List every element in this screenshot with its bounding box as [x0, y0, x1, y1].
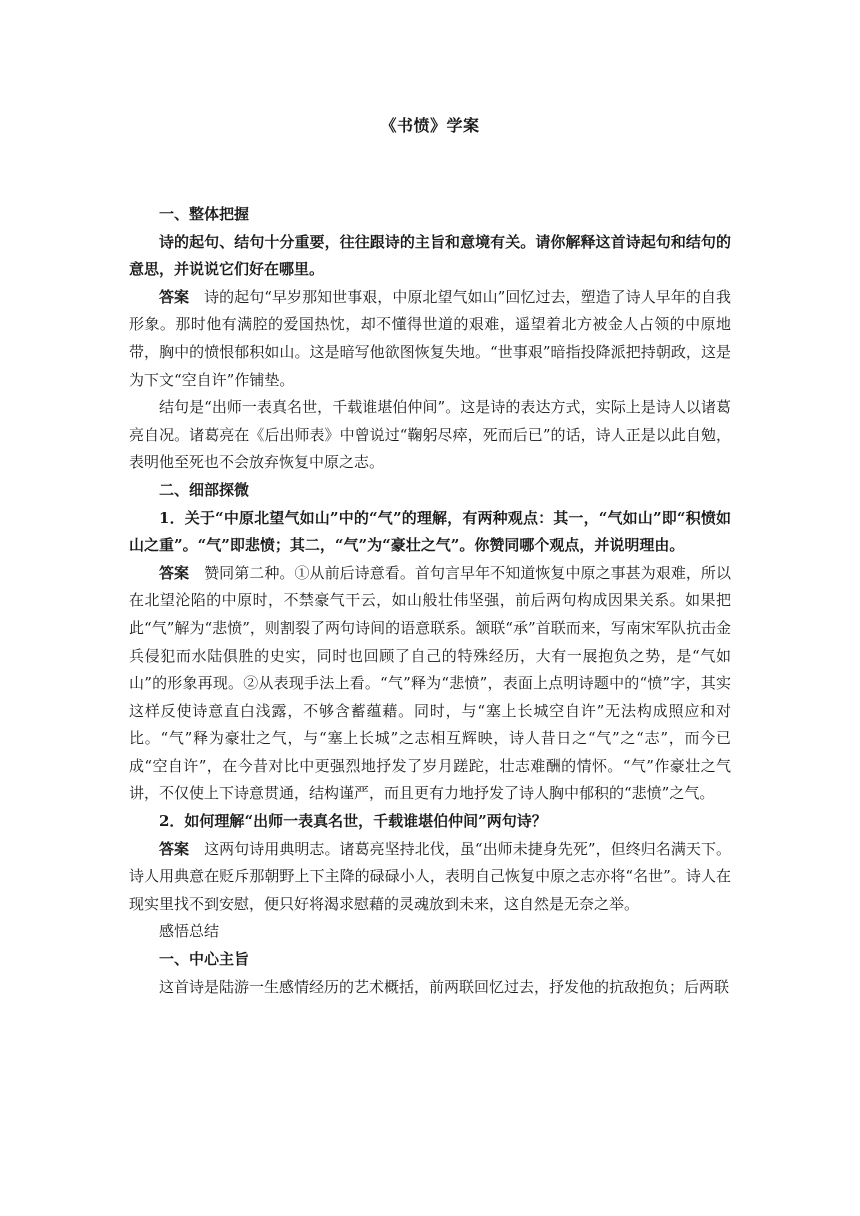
- answer-1: [129, 560, 731, 808]
- answer-label: 答案: [159, 563, 190, 582]
- question-1: 1．关于“中原北望气如山”中的“气”的理解，有两种观点：其一，“气如山”即“积愤如山之重”。“气”即悲愤；其二，“气”为“豪壮之气”。你赞同哪个观点，并说明理由。: [129, 508, 731, 555]
- answer-overall-p2: 结句是“出师一表真名世，千载谁堪伯仲间”。这是诗的表达方式，实际上是诗人以诸葛亮自况。诸葛亮在《后出师表》中曾说过“鞠躬尽瘁，死而后已”的话，诗人正是以此自勉，表明他至死也不会放弃恢复中原之志。: [129, 398, 731, 472]
- answer-label: 答案: [159, 287, 190, 306]
- question-overall: 诗的起句、结句十分重要，往往跟诗的主旨和意境有关。请你解释这首诗起句和结句的意思，并说说它们好在哪里。: [129, 232, 731, 279]
- section-heading-overall: 一、整体把握: [159, 205, 250, 223]
- answer-text: 诗的起句“早岁那知世事艰，中原北望气如山”回忆过去，塑造了诗人早年的自我形象。那时他有满腔的爱国热忱，却不懂得世道的艰难，遥望着北方被金人占领的中原地带，胸中的愤恨郁积如山。这是暗写他欲图恢复失地。“世事艰”暗指投降派把持朝政，这是为下文“空自许”作铺垫。: [129, 287, 731, 389]
- answer-text: 赞同第二种。①从前后诗意看。首句言早年不知道恢复中原之事甚为艰难，所以在北望沦陷的中原时，不禁豪气干云，如山般壮伟坚强，前后两句构成因果关系。如果把此“气”解为“悲愤”，则割裂了两句诗间的语意联系。颔联“承”首联而来，写南宋军队抗击金兵侵犯而水陆俱胜的史实，同时也回顾了自己的特殊经历，大有一展抱负之势，是“气如山”的形象再现。②从表现手法上看。“气”释为“悲愤”，表面上点明诗题中的“愤”字，其实这样反使诗意直白浅露，不够含蓄蕴藉。同时，与“塞上长城空自许”无法构成照应和对比。“气”释为豪壮之气，与“塞上长城”之志相互辉映，诗人昔日之“气”之“志”，而今已成“空自许”，在今昔对比中更强烈地抒发了岁月蹉跎，壮志难酬的情怀。“气”作豪壮之气讲，不仅使上下诗意贯通，结构谨严，而且更有力地抒发了诗人胸中郁积的“悲愤”之气。: [129, 563, 731, 803]
- document-title: 《书愤》学案: [380, 116, 480, 135]
- document-body: [129, 201, 731, 1001]
- summary-heading: 感悟总结: [159, 922, 220, 941]
- answer-overall-p1: [129, 284, 731, 394]
- answer-text: 这两句诗用典明志。诸葛亮坚持北伐，虽“出师未捷身先死”，但终归名满天下。诗人用典意在贬斥那朝野上下主降的碌碌小人，表明自己恢复中原之志亦将“名世”。诗人在现实里找不到安慰，便只好将渴求慰藉的灵魂放到未来，这自然是无奈之举。: [129, 839, 731, 913]
- answer-2: [129, 836, 731, 919]
- summary-subheading: 一、中心主旨: [159, 950, 250, 969]
- summary-text: 这首诗是陆游一生感情经历的艺术概括，前两联回忆过去，抒发他的抗敌抱负；后两联: [159, 977, 730, 996]
- section-heading-detail: 二、细部探微: [159, 480, 250, 499]
- question-2: 2．如何理解“出师一表真名世，千载谁堪伯仲间”两句诗？: [159, 812, 547, 831]
- answer-label: 答案: [159, 839, 190, 858]
